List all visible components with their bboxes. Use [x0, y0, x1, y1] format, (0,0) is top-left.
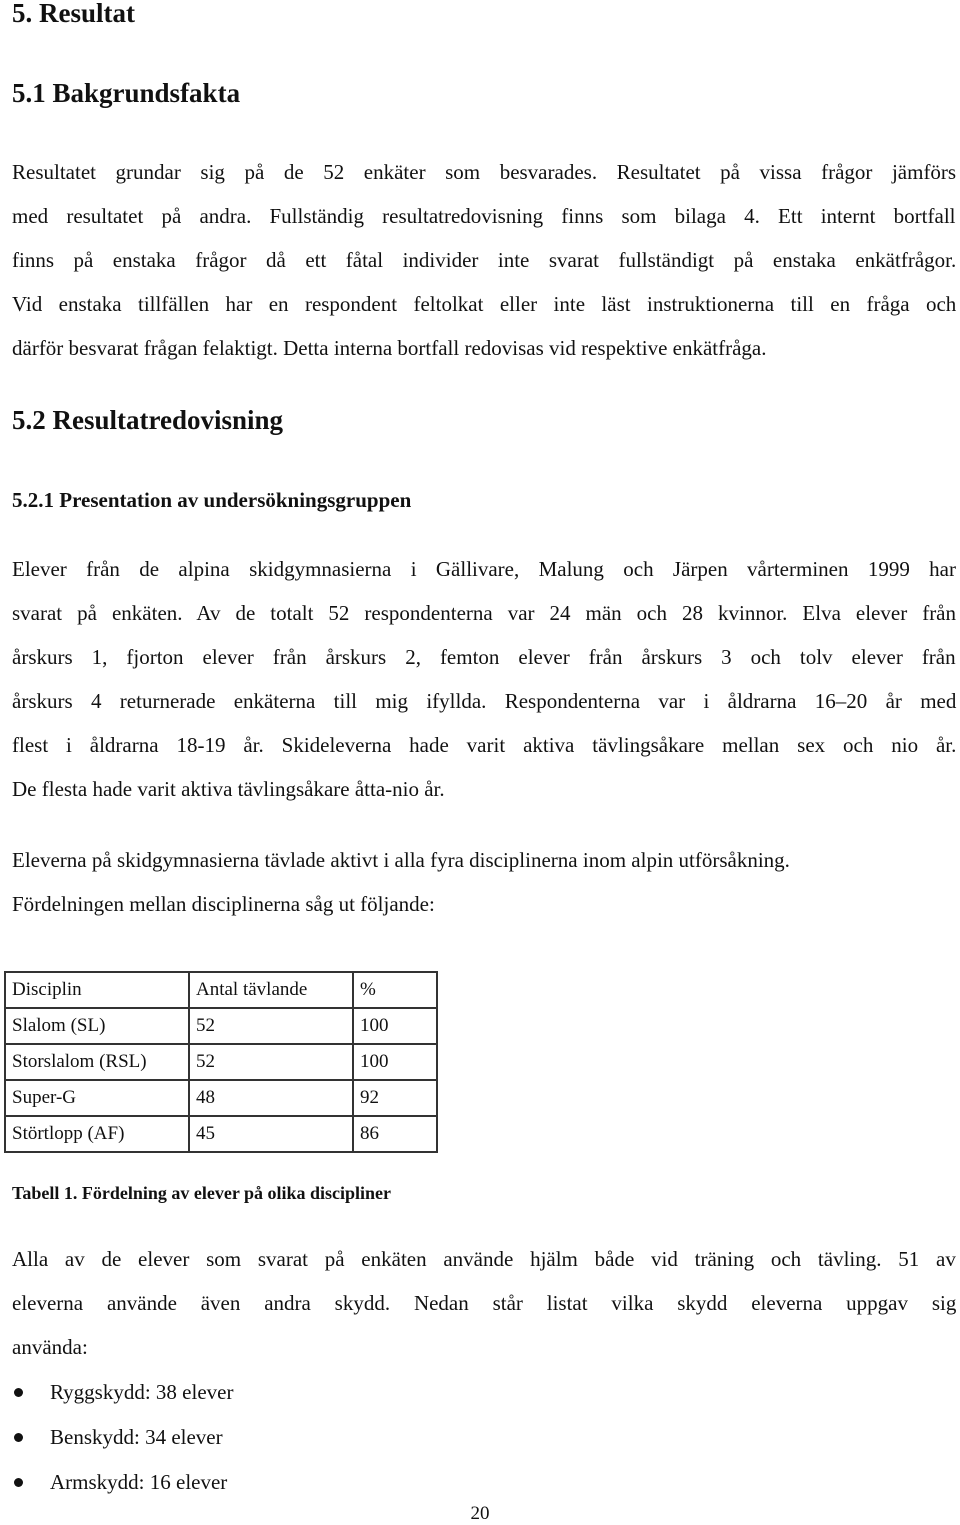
- section-heading-5-1: 5.1 Bakgrundsfakta: [12, 78, 241, 108]
- table-header-row: [5, 972, 437, 1008]
- bullet-icon: [14, 1478, 23, 1487]
- page-title: 5. Resultat: [12, 0, 135, 28]
- table-row: [5, 1044, 437, 1080]
- text-line: svarat på enkäten. Av de totalt 52 respondenterna var 24 män och 28 kvinnor. Elva elever från: [12, 601, 957, 625]
- protection-list: [12, 1370, 233, 1505]
- text-line: Resultatet grundar sig på de 52 enkäter som besvarades. Resultatet på vissa frågor jämförs: [12, 160, 957, 184]
- table-cell: 100: [353, 1008, 437, 1044]
- text-line: Vid enstaka tillfällen har en respondent feltolkat eller inte läst instruktionerna till en fråga och: [12, 292, 957, 316]
- text-line: flest i åldrarna 18-19 år. Skideleverna hade varit aktiva tävlingsåkare mellan sex och nio år.: [12, 733, 957, 757]
- text-line: Eleverna på skidgymnasierna tävlade aktivt i alla fyra disciplinerna inom alpin utförsåkning.: [12, 848, 790, 872]
- list-item: [12, 1415, 233, 1460]
- text-line: använda:: [12, 1335, 88, 1359]
- list-item: [12, 1460, 233, 1505]
- section-heading-5-2: 5.2 Resultatredovisning: [12, 405, 284, 435]
- table-cell: 100: [353, 1044, 437, 1080]
- paragraph-background: [12, 150, 956, 370]
- text-line: Fördelningen mellan disciplinerna såg ut följande:: [12, 892, 435, 916]
- table-cell: Super-G: [5, 1080, 189, 1116]
- table-cell: Störtlopp (AF): [5, 1116, 189, 1152]
- text-line: med resultatet på andra. Fullständig resultatredovisning finns som bilaga 4. Ett internt bortfall: [12, 204, 956, 228]
- paragraph-group-presentation: [12, 547, 956, 811]
- text-line: finns på enstaka frågor då ett fåtal individer inte svarat fullständigt på enstaka enkätfrågor.: [12, 248, 957, 272]
- table-row: [5, 1116, 437, 1152]
- table-caption: Tabell 1. Fördelning av elever på olika discipliner: [12, 1183, 392, 1203]
- table-cell: 48: [189, 1080, 353, 1116]
- table-cell: Slalom (SL): [5, 1008, 189, 1044]
- bullet-icon: [14, 1388, 23, 1397]
- page-number: 20: [470, 1503, 490, 1524]
- text-line: därför besvarat frågan felaktigt. Detta interna bortfall redovisas vid respektive enkätfråga.: [12, 336, 767, 360]
- table-row: [5, 1080, 437, 1116]
- table-cell: 86: [353, 1116, 437, 1152]
- text-line: Alla av de elever som svarat på enkäten använde hjälm både vid träning och tävling. 51 av: [12, 1247, 956, 1271]
- subsection-heading-5-2-1: 5.2.1 Presentation av undersökningsgruppen: [12, 488, 412, 512]
- text-line: Elever från de alpina skidgymnasierna i Gällivare, Malung och Järpen vårterminen 1999 har: [12, 557, 956, 581]
- table-row: [5, 1008, 437, 1044]
- list-item-text: Ryggskydd: 38 elever: [50, 1380, 234, 1404]
- table-header-cell: Antal tävlande: [189, 972, 353, 1008]
- table-cell: 92: [353, 1080, 437, 1116]
- table-cell: 52: [189, 1044, 353, 1080]
- table-cell: 45: [189, 1116, 353, 1152]
- table-cell: Storslalom (RSL): [5, 1044, 189, 1080]
- table-cell: 52: [189, 1008, 353, 1044]
- discipline-table: [4, 971, 438, 1153]
- list-item: [12, 1370, 233, 1415]
- text-line: De flesta hade varit aktiva tävlingsåkare åtta-nio år.: [12, 777, 445, 801]
- paragraph-protection: [12, 1237, 956, 1369]
- text-line: årskurs 4 returnerade enkäterna till mig ifyllda. Respondenterna var i åldrarna 16–20 år med: [12, 689, 957, 713]
- paragraph-disciplines: [12, 838, 956, 926]
- bullet-icon: [14, 1433, 23, 1442]
- list-item-text: Benskydd: 34 elever: [50, 1425, 223, 1449]
- text-line: eleverna använde även andra skydd. Nedan står listat vilka skydd eleverna uppgav sig: [12, 1291, 957, 1315]
- text-line: årskurs 1, fjorton elever från årskurs 2, femton elever från årskurs 3 och tolv elever från: [12, 645, 956, 669]
- table-header-cell: Disciplin: [5, 972, 189, 1008]
- table-header-cell: %: [353, 972, 437, 1008]
- list-item-text: Armskydd: 16 elever: [50, 1470, 228, 1494]
